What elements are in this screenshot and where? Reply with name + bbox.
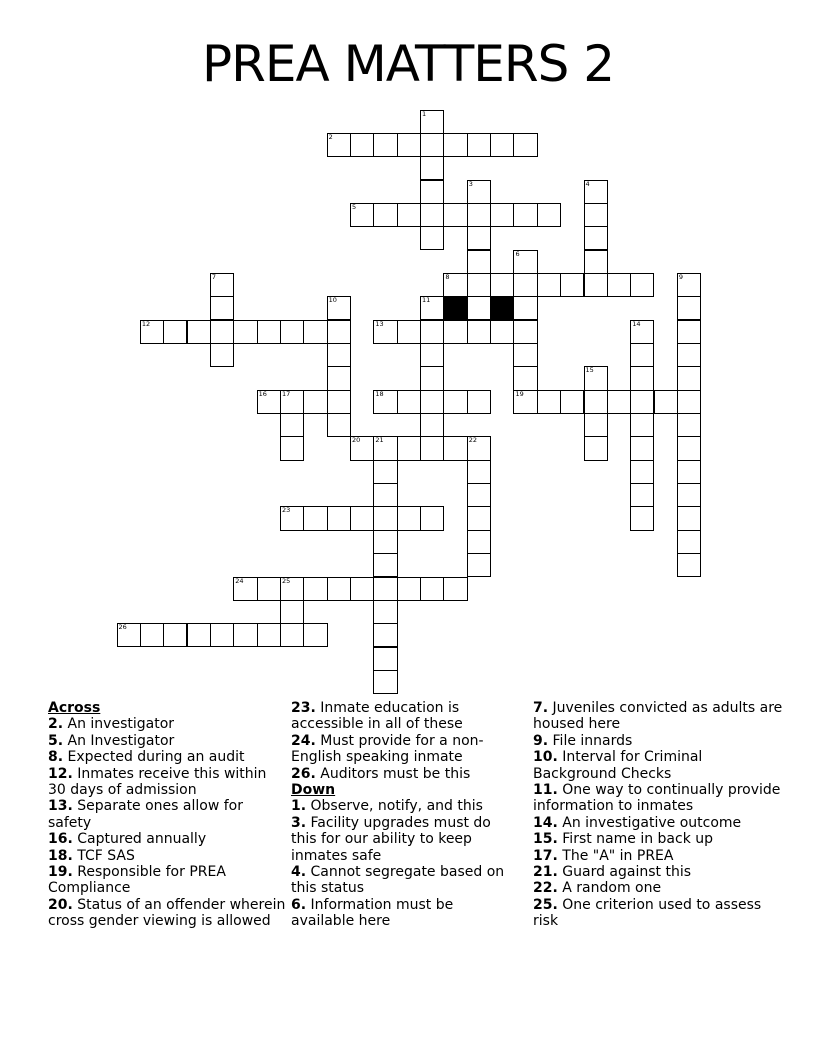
grid-cell[interactable] bbox=[233, 577, 257, 601]
clue-item bbox=[48, 798, 286, 831]
grid-cell[interactable] bbox=[490, 320, 514, 344]
grid-cell[interactable] bbox=[513, 250, 537, 274]
clue-number: 14. bbox=[533, 814, 558, 831]
clue-number: 4. bbox=[291, 864, 307, 881]
grid-cell[interactable] bbox=[350, 506, 374, 530]
clue-text: Responsible for PREA Compliance bbox=[48, 864, 226, 897]
grid-cell[interactable] bbox=[210, 320, 234, 344]
clue-group bbox=[291, 700, 517, 782]
grid-cell[interactable] bbox=[677, 506, 701, 530]
clue-text: Interval for Criminal Background Checks bbox=[533, 749, 703, 782]
grid-cell[interactable] bbox=[584, 390, 608, 414]
grid-cell[interactable] bbox=[420, 320, 444, 344]
grid-cell[interactable] bbox=[420, 110, 444, 134]
clue-text: Observe, notify, and this bbox=[310, 798, 483, 815]
clue-item bbox=[48, 897, 286, 930]
grid-cell[interactable] bbox=[584, 226, 608, 250]
grid-cell[interactable] bbox=[584, 413, 608, 437]
grid-cell[interactable] bbox=[467, 203, 491, 227]
grid-cell[interactable] bbox=[443, 203, 467, 227]
grid-cell[interactable] bbox=[467, 390, 491, 414]
grid-cell[interactable] bbox=[537, 390, 561, 414]
clue-number: 18 bbox=[375, 389, 384, 398]
puzzle-title: PREA MATTERS 2 bbox=[201, 35, 615, 93]
grid-cell[interactable] bbox=[467, 483, 491, 507]
grid-cell[interactable] bbox=[373, 483, 397, 507]
clue-item bbox=[48, 749, 286, 765]
grid-cell[interactable] bbox=[327, 577, 351, 601]
grid-cell[interactable] bbox=[630, 390, 654, 414]
clue-item bbox=[291, 815, 517, 864]
grid-cell[interactable] bbox=[677, 390, 701, 414]
grid-cell[interactable] bbox=[350, 577, 374, 601]
clue-number: 10. bbox=[533, 749, 558, 766]
grid-cell[interactable] bbox=[677, 553, 701, 577]
clue-item bbox=[48, 831, 286, 847]
grid-cell[interactable] bbox=[397, 320, 421, 344]
grid-cell[interactable] bbox=[467, 180, 491, 204]
grid-cell[interactable] bbox=[257, 623, 281, 647]
clue-number: 16 bbox=[258, 389, 267, 398]
clue-column-2 bbox=[291, 700, 517, 930]
grid-cell[interactable] bbox=[163, 320, 187, 344]
grid-cell[interactable] bbox=[490, 203, 514, 227]
clue-number: 20 bbox=[352, 436, 361, 445]
clue-item bbox=[533, 864, 783, 880]
grid-cell[interactable] bbox=[327, 343, 351, 367]
grid-cell[interactable] bbox=[327, 133, 351, 157]
grid-cell[interactable] bbox=[280, 506, 304, 530]
grid-cell[interactable] bbox=[677, 273, 701, 297]
grid-cell[interactable] bbox=[233, 320, 257, 344]
grid-cell[interactable] bbox=[584, 436, 608, 460]
clue-number: 7. bbox=[533, 700, 549, 716]
clue-text: An investigative outcome bbox=[562, 814, 742, 831]
grid-cell[interactable] bbox=[327, 506, 351, 530]
grid-cell[interactable] bbox=[397, 203, 421, 227]
clue-text: File innards bbox=[552, 732, 633, 749]
clue-number: 20. bbox=[48, 896, 73, 913]
grid-cell[interactable] bbox=[677, 366, 701, 390]
clue-number: 15. bbox=[533, 831, 558, 848]
clue-text: Must provide for a non-English speaking inmate bbox=[291, 732, 484, 766]
grid-cell[interactable] bbox=[257, 320, 281, 344]
clue-number: 11. bbox=[533, 782, 558, 799]
clue-number: 5. bbox=[48, 732, 64, 749]
grid-cell[interactable] bbox=[233, 623, 257, 647]
clue-number: 6. bbox=[291, 896, 307, 913]
down-heading: Down bbox=[291, 782, 336, 799]
clue-number: 14 bbox=[632, 319, 641, 328]
clue-text: Expected during an audit bbox=[67, 749, 245, 766]
clue-number: 16. bbox=[48, 831, 73, 848]
clue-column-1 bbox=[48, 700, 286, 930]
grid-cell[interactable] bbox=[397, 133, 421, 157]
grid-cell[interactable] bbox=[537, 273, 561, 297]
grid-cell[interactable] bbox=[677, 413, 701, 437]
grid-cell[interactable] bbox=[467, 133, 491, 157]
grid-cell[interactable] bbox=[280, 320, 304, 344]
clue-item bbox=[533, 733, 783, 749]
grid-cell[interactable] bbox=[677, 320, 701, 344]
grid-cell[interactable] bbox=[210, 273, 234, 297]
grid-cell[interactable] bbox=[513, 343, 537, 367]
clue-number: 25. bbox=[533, 896, 558, 913]
clue-text: Facility upgrades must do this for our ability to keep inmates safe bbox=[291, 814, 491, 864]
grid-cell[interactable] bbox=[677, 343, 701, 367]
clue-number: 19. bbox=[48, 864, 73, 881]
grid-cell[interactable] bbox=[420, 156, 444, 180]
grid-cell[interactable] bbox=[303, 623, 327, 647]
clue-number: 2. bbox=[48, 716, 64, 733]
clue-item bbox=[291, 897, 517, 930]
clue-number: 26. bbox=[291, 765, 316, 782]
grid-cell[interactable] bbox=[630, 506, 654, 530]
clue-number: 22. bbox=[533, 880, 558, 897]
grid-cell[interactable] bbox=[467, 320, 491, 344]
grid-cell[interactable] bbox=[397, 577, 421, 601]
grid-cell[interactable] bbox=[630, 366, 654, 390]
grid-cell[interactable] bbox=[373, 623, 397, 647]
grid-cell[interactable] bbox=[280, 600, 304, 624]
clue-item bbox=[48, 716, 286, 732]
black-square bbox=[490, 296, 514, 320]
grid-cell[interactable] bbox=[373, 506, 397, 530]
clue-text: Captured annually bbox=[77, 831, 207, 848]
clue-number: 15 bbox=[585, 366, 594, 375]
clue-number: 17 bbox=[281, 389, 291, 398]
grid-cell[interactable] bbox=[327, 366, 351, 390]
clue-group bbox=[48, 716, 286, 929]
clue-item bbox=[533, 782, 783, 815]
grid-cell[interactable] bbox=[467, 226, 491, 250]
clue-number: 13. bbox=[48, 798, 73, 815]
grid-cell[interactable] bbox=[163, 623, 187, 647]
clue-item bbox=[291, 733, 517, 766]
clue-text: Cannot segregate based on this status bbox=[291, 864, 505, 897]
clue-item bbox=[291, 864, 517, 897]
clue-text: An investigator bbox=[67, 716, 175, 733]
clue-text: Inmates receive this within 30 days of admission bbox=[48, 765, 267, 799]
clue-item bbox=[533, 831, 783, 847]
clue-number: 17. bbox=[533, 847, 558, 864]
grid-cell[interactable] bbox=[397, 436, 421, 460]
clue-number: 4 bbox=[585, 179, 590, 188]
grid-cell[interactable] bbox=[584, 273, 608, 297]
clue-number: 24. bbox=[291, 732, 316, 749]
grid-cell[interactable] bbox=[280, 413, 304, 437]
grid-cell[interactable] bbox=[420, 506, 444, 530]
clue-item bbox=[48, 864, 286, 897]
grid-cell[interactable] bbox=[677, 296, 701, 320]
grid-cell[interactable] bbox=[373, 460, 397, 484]
clue-number: 2 bbox=[328, 132, 333, 141]
clue-number: 12 bbox=[141, 319, 151, 328]
grid-cell[interactable] bbox=[467, 436, 491, 460]
grid-cell[interactable] bbox=[140, 320, 164, 344]
grid-cell[interactable] bbox=[327, 296, 351, 320]
grid-cell[interactable] bbox=[420, 390, 444, 414]
clue-number: 22 bbox=[468, 436, 478, 445]
grid-cell[interactable] bbox=[513, 390, 537, 414]
clue-number: 18. bbox=[48, 847, 73, 864]
grid-cell[interactable] bbox=[443, 577, 467, 601]
grid-cell[interactable] bbox=[373, 600, 397, 624]
clue-number: 12. bbox=[48, 765, 73, 782]
clue-number: 9 bbox=[678, 272, 684, 281]
grid-cell[interactable] bbox=[443, 320, 467, 344]
grid-cell[interactable] bbox=[257, 577, 281, 601]
grid-cell[interactable] bbox=[677, 530, 701, 554]
across-heading: Across bbox=[48, 700, 101, 716]
grid-cell[interactable] bbox=[303, 506, 327, 530]
clue-item bbox=[533, 815, 783, 831]
clue-text: First name in back up bbox=[562, 831, 714, 848]
grid-cell[interactable] bbox=[467, 250, 491, 274]
clue-text: Guard against this bbox=[562, 864, 691, 881]
grid-cell[interactable] bbox=[420, 343, 444, 367]
grid-cell[interactable] bbox=[327, 320, 351, 344]
grid-cell[interactable] bbox=[630, 273, 654, 297]
grid-cell[interactable] bbox=[420, 413, 444, 437]
clue-text: An Investigator bbox=[67, 732, 175, 749]
grid-cell[interactable] bbox=[373, 390, 397, 414]
clue-number: 24 bbox=[235, 576, 244, 585]
grid-cell[interactable] bbox=[584, 250, 608, 274]
grid-cell[interactable] bbox=[443, 390, 467, 414]
clue-number: 19 bbox=[515, 389, 524, 398]
grid-cell[interactable] bbox=[513, 203, 537, 227]
clue-item bbox=[48, 848, 286, 864]
grid-cell[interactable] bbox=[630, 413, 654, 437]
clue-group bbox=[291, 798, 517, 929]
clue-item bbox=[291, 798, 517, 814]
grid-cell[interactable] bbox=[210, 623, 234, 647]
grid-cell[interactable] bbox=[420, 436, 444, 460]
clue-number: 25 bbox=[281, 576, 291, 585]
grid-cell[interactable] bbox=[630, 320, 654, 344]
clue-item bbox=[291, 700, 517, 733]
grid-cell[interactable] bbox=[607, 273, 631, 297]
grid-cell[interactable] bbox=[630, 343, 654, 367]
black-square bbox=[443, 296, 467, 320]
grid-cell[interactable] bbox=[467, 460, 491, 484]
clue-text: Information must be available here bbox=[291, 896, 454, 930]
grid-cell[interactable] bbox=[187, 623, 211, 647]
clue-item bbox=[533, 897, 783, 930]
grid-cell[interactable] bbox=[467, 506, 491, 530]
grid-cell[interactable] bbox=[654, 390, 678, 414]
clue-number: 9. bbox=[533, 732, 549, 749]
grid-cell[interactable] bbox=[420, 203, 444, 227]
clue-number: 13 bbox=[375, 319, 384, 328]
clue-text: One criterion used to assess risk bbox=[533, 896, 762, 930]
clue-column-3 bbox=[533, 700, 783, 930]
grid-cell[interactable] bbox=[397, 506, 421, 530]
grid-cell[interactable] bbox=[420, 296, 444, 320]
grid-cell[interactable] bbox=[303, 577, 327, 601]
grid-cell[interactable] bbox=[630, 483, 654, 507]
grid-cell[interactable] bbox=[467, 530, 491, 554]
clue-text: Auditors must be this bbox=[320, 765, 471, 782]
grid-cell[interactable] bbox=[210, 296, 234, 320]
grid-cell[interactable] bbox=[303, 320, 327, 344]
grid-cell[interactable] bbox=[117, 623, 141, 647]
grid-cell[interactable] bbox=[280, 623, 304, 647]
grid-cell[interactable] bbox=[280, 577, 304, 601]
grid-cell[interactable] bbox=[420, 577, 444, 601]
grid-cell[interactable] bbox=[350, 133, 374, 157]
grid-cell[interactable] bbox=[443, 436, 467, 460]
clue-group bbox=[533, 700, 783, 930]
clue-number: 3. bbox=[291, 814, 307, 831]
clue-number: 1 bbox=[422, 109, 427, 118]
clue-text: The "A" in PREA bbox=[562, 847, 674, 864]
grid-cell[interactable] bbox=[560, 390, 584, 414]
clue-text: Inmate education is accessible in all of these bbox=[291, 700, 463, 733]
clue-item bbox=[533, 848, 783, 864]
grid-cell[interactable] bbox=[280, 436, 304, 460]
grid-cell[interactable] bbox=[420, 180, 444, 204]
grid-cell[interactable] bbox=[513, 133, 537, 157]
grid-cell[interactable] bbox=[607, 390, 631, 414]
grid-cell[interactable] bbox=[677, 460, 701, 484]
clue-text: TCF SAS bbox=[77, 847, 135, 864]
clue-number: 8. bbox=[48, 749, 64, 766]
grid-cell[interactable] bbox=[677, 483, 701, 507]
grid-cell[interactable] bbox=[373, 530, 397, 554]
clue-text: Status of an offender wherein cross gender viewing is allowed bbox=[48, 896, 286, 930]
grid-cell[interactable] bbox=[280, 390, 304, 414]
grid-cell[interactable] bbox=[373, 553, 397, 577]
grid-cell[interactable] bbox=[490, 273, 514, 297]
grid-cell[interactable] bbox=[513, 320, 537, 344]
clue-item bbox=[533, 749, 783, 782]
grid-cell[interactable] bbox=[373, 203, 397, 227]
grid-cell[interactable] bbox=[187, 320, 211, 344]
clue-number: 3 bbox=[468, 179, 473, 188]
clue-text: One way to continually provide information to inmates bbox=[533, 782, 781, 815]
clue-item bbox=[291, 766, 517, 782]
clue-number: 23. bbox=[291, 700, 316, 716]
grid-cell[interactable] bbox=[397, 390, 421, 414]
clue-number: 1. bbox=[291, 798, 307, 815]
grid-cell[interactable] bbox=[584, 366, 608, 390]
grid-cell[interactable] bbox=[513, 296, 537, 320]
clue-number: 26 bbox=[118, 623, 127, 632]
grid-cell[interactable] bbox=[467, 273, 491, 297]
grid-cell[interactable] bbox=[490, 133, 514, 157]
clue-item bbox=[48, 766, 286, 799]
grid-cell[interactable] bbox=[373, 647, 397, 671]
clue-item bbox=[48, 733, 286, 749]
grid-cell[interactable] bbox=[630, 460, 654, 484]
grid-cell[interactable] bbox=[467, 553, 491, 577]
clue-number: 11 bbox=[422, 296, 431, 305]
grid-cell[interactable] bbox=[584, 203, 608, 227]
grid-cell[interactable] bbox=[537, 203, 561, 227]
grid-cell[interactable] bbox=[350, 436, 374, 460]
grid-cell[interactable] bbox=[443, 273, 467, 297]
grid-cell[interactable] bbox=[513, 366, 537, 390]
grid-cell[interactable] bbox=[560, 273, 584, 297]
grid-cell[interactable] bbox=[140, 623, 164, 647]
grid-cell[interactable] bbox=[327, 413, 351, 437]
grid-cell[interactable] bbox=[513, 273, 537, 297]
grid-cell[interactable] bbox=[373, 436, 397, 460]
clue-item bbox=[533, 880, 783, 896]
clue-number: 21 bbox=[375, 436, 384, 445]
clue-number: 5 bbox=[352, 202, 357, 211]
clue-number: 23 bbox=[281, 506, 291, 515]
clue-text: Separate ones allow for safety bbox=[48, 798, 243, 831]
grid-cell[interactable] bbox=[677, 436, 701, 460]
grid-cell[interactable] bbox=[257, 390, 281, 414]
grid-cell[interactable] bbox=[420, 366, 444, 390]
grid-cell[interactable] bbox=[373, 133, 397, 157]
clue-number: 10 bbox=[328, 296, 337, 305]
grid-cell[interactable] bbox=[420, 133, 444, 157]
grid-cell[interactable] bbox=[327, 390, 351, 414]
grid-cell[interactable] bbox=[303, 390, 327, 414]
grid-cell[interactable] bbox=[443, 133, 467, 157]
grid-cell[interactable] bbox=[350, 203, 374, 227]
grid-cell[interactable] bbox=[630, 436, 654, 460]
clue-text: Juveniles convicted as adults are housed here bbox=[533, 700, 783, 733]
grid-cell[interactable] bbox=[420, 226, 444, 250]
clue-number: 21. bbox=[533, 864, 558, 881]
clue-number: 7 bbox=[211, 272, 217, 281]
clue-text: A random one bbox=[562, 880, 662, 897]
grid-cell[interactable] bbox=[373, 670, 397, 694]
grid-cell[interactable] bbox=[373, 577, 397, 601]
grid-cell[interactable] bbox=[373, 320, 397, 344]
grid-cell[interactable] bbox=[467, 296, 491, 320]
clue-number: 8 bbox=[445, 272, 450, 281]
grid-cell[interactable] bbox=[584, 180, 608, 204]
clue-number: 6 bbox=[515, 249, 520, 258]
clue-item bbox=[533, 700, 783, 733]
grid-cell[interactable] bbox=[210, 343, 234, 367]
